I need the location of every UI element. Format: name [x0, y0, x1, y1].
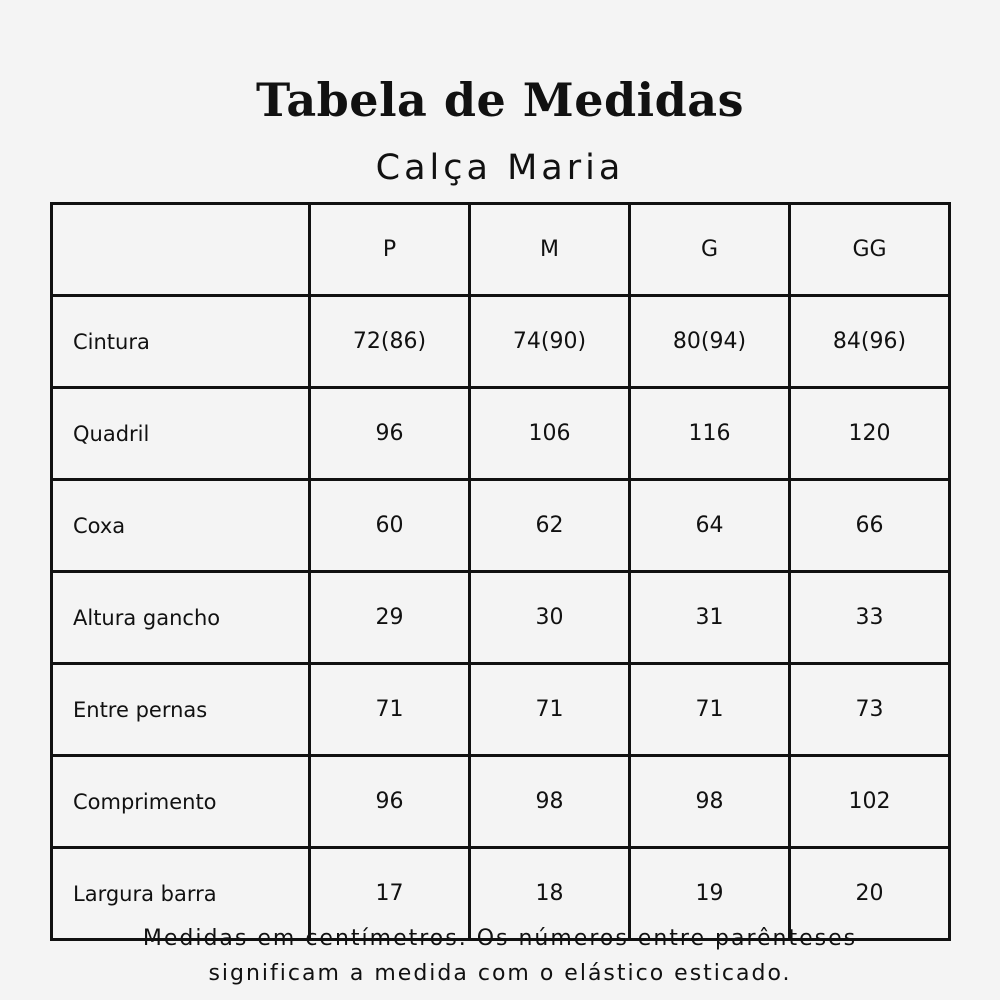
cell-coxa-gg: 66	[790, 480, 950, 572]
row-label-entre-pernas: Entre pernas	[52, 664, 310, 756]
footnote	[0, 921, 1000, 991]
cell-cintura-g: 80(94)	[630, 296, 790, 388]
size-header-gg: GG	[790, 204, 950, 296]
row-label-quadril: Quadril	[52, 388, 310, 480]
cell-cintura-p: 72(86)	[310, 296, 470, 388]
page-title: Tabela de Medidas	[256, 73, 744, 127]
cell-entre-pernas-g: 71	[630, 664, 790, 756]
cell-comprimento-g: 98	[630, 756, 790, 848]
footnote-line-1: Medidas em centímetros. Os números entre parênteses	[142, 926, 858, 951]
size-header-m: M	[470, 204, 630, 296]
cell-coxa-m: 62	[470, 480, 630, 572]
cell-altura-gancho-gg: 33	[790, 572, 950, 664]
cell-largura-barra-gg: 20	[790, 848, 950, 940]
cell-quadril-p: 96	[310, 388, 470, 480]
cell-entre-pernas-p: 71	[310, 664, 470, 756]
product-name: Calça Maria	[375, 148, 625, 188]
cell-coxa-g: 64	[630, 480, 790, 572]
row-label-coxa: Coxa	[52, 480, 310, 572]
size-header-p: P	[310, 204, 470, 296]
cell-cintura-m: 74(90)	[470, 296, 630, 388]
row-label-altura-gancho: Altura gancho	[52, 572, 310, 664]
cell-quadril-m: 106	[470, 388, 630, 480]
size-chart-table	[50, 202, 951, 941]
row-label-largura-barra: Largura barra	[52, 848, 310, 940]
row-label-comprimento: Comprimento	[52, 756, 310, 848]
header-corner-cell	[52, 204, 310, 296]
table-header-row	[52, 204, 950, 296]
cell-quadril-g: 116	[630, 388, 790, 480]
cell-entre-pernas-m: 71	[470, 664, 630, 756]
cell-comprimento-gg: 102	[790, 756, 950, 848]
footnote-line-2: significam a medida com o elástico esticado.	[208, 961, 792, 986]
cell-largura-barra-g: 19	[630, 848, 790, 940]
table-row	[52, 756, 950, 848]
row-label-cintura: Cintura	[52, 296, 310, 388]
cell-largura-barra-m: 18	[470, 848, 630, 940]
cell-altura-gancho-m: 30	[470, 572, 630, 664]
cell-cintura-gg: 84(96)	[790, 296, 950, 388]
cell-entre-pernas-gg: 73	[790, 664, 950, 756]
cell-altura-gancho-g: 31	[630, 572, 790, 664]
cell-comprimento-m: 98	[470, 756, 630, 848]
size-header-g: G	[630, 204, 790, 296]
cell-altura-gancho-p: 29	[310, 572, 470, 664]
cell-largura-barra-p: 17	[310, 848, 470, 940]
table-row	[52, 388, 950, 480]
cell-coxa-p: 60	[310, 480, 470, 572]
cell-comprimento-p: 96	[310, 756, 470, 848]
table-row	[52, 296, 950, 388]
table-row	[52, 480, 950, 572]
table-row	[52, 572, 950, 664]
cell-quadril-gg: 120	[790, 388, 950, 480]
table-row	[52, 664, 950, 756]
